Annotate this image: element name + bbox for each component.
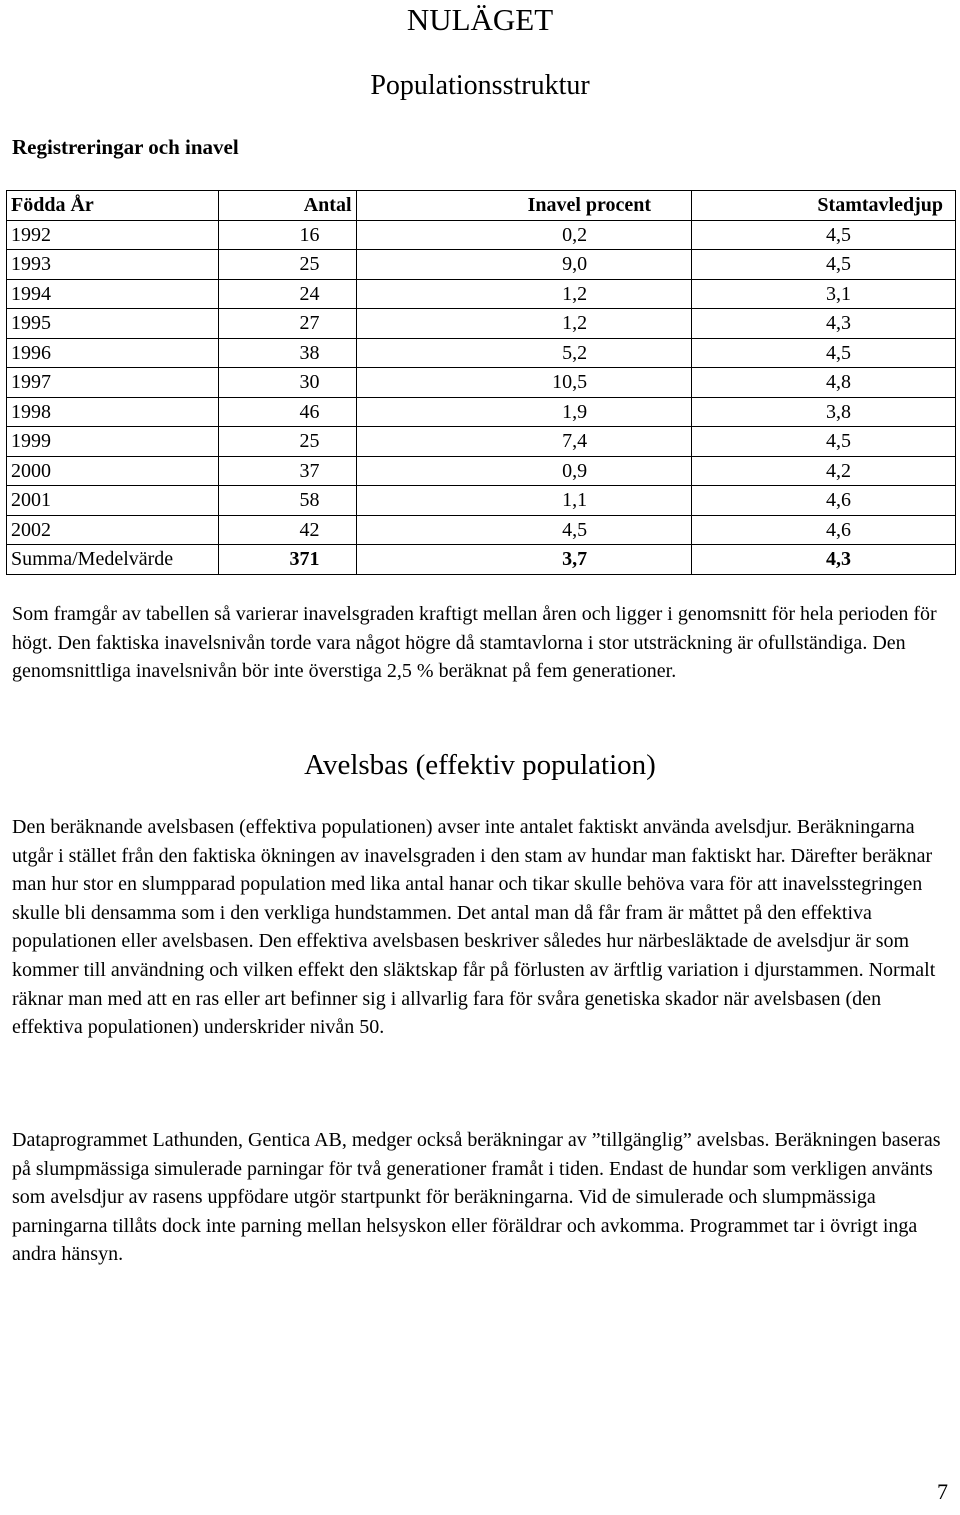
table-row [7,250,956,280]
cell-year: 1998 [7,397,219,427]
table-row [7,456,956,486]
cell-inbreeding: 5,2 [356,338,692,368]
total-cell-inbreeding: 3,7 [356,545,692,575]
cell-count: 16 [218,220,356,250]
cell-year: 2002 [7,515,219,545]
cell-pedigree-depth: 4,6 [692,486,956,516]
cell-pedigree-depth: 4,6 [692,515,956,545]
page-number: 7 [937,1479,948,1504]
cell-count: 30 [218,368,356,398]
cell-inbreeding: 0,9 [356,456,692,486]
table-row [7,515,956,545]
total-cell-count: 371 [218,545,356,575]
table-row [7,309,956,339]
page-subtitle: Populationsstruktur [370,70,590,101]
cell-inbreeding: 1,1 [356,486,692,516]
cell-inbreeding: 10,5 [356,368,692,398]
cell-year: 1992 [7,220,219,250]
registration-table [6,190,956,575]
cell-pedigree-depth: 4,2 [692,456,956,486]
paragraph-effective-population: Den beräknande avelsbasen (effektiva populationen) avser inte antalet faktiskt använda avelsdjur. Beräkningarna utgår i stället från den faktiska ökningen av inavelsgraden i den stam av hundar man faktiskt har. Därefter beräknar man hur stor en slumpparad population med lika antal hanar och tikar skulle behöva vara för att inavelsstegringen skulle bli densamma som i den verkliga hundstammen. Det antal man då får fram är måttet på den effektiva populationen eller avelsbasen. Den effektiva avelsbasen beskriver således hur närbesläktade de avelsdjur är som kommer till användning och vilken effekt den släktskap får på förlusten av ärftlig variation i djurstammen. Normalt räknar man med att en ras eller art befinner sig i allvarlig fara för svåra genetiska skador när avelsbasen (den effektiva populationen) underskrider nivån 50. [12,816,936,1039]
cell-inbreeding: 7,4 [356,427,692,457]
header-inbreeding-percent: Inavel procent [356,191,692,221]
cell-pedigree-depth: 4,5 [692,427,956,457]
cell-pedigree-depth: 4,5 [692,250,956,280]
cell-year: 2001 [7,486,219,516]
section-label: Registreringar och inavel [12,135,239,159]
cell-inbreeding: 1,2 [356,279,692,309]
table-row [7,338,956,368]
paragraph-available-breeding-base: Dataprogrammet Lathunden, Gentica AB, medger också beräkningar av ”tillgänglig” avelsbas. Beräkningen baseras på slumpmässiga simulerade parningar för två generationer framåt i tiden. Endast de hundar som verkligen använts som avelsdjur av rasens uppfödare utgör startpunkt för beräkningarna. Vid de simulerade och slumpmässiga parningarna tillåts dock inte parning mellan helsyskon eller föräldrar och avkomma. Programmet tar i övrigt inga andra hänsyn. [12,1129,941,1266]
cell-pedigree-depth: 4,5 [692,338,956,368]
section-heading-effective-population: Avelsbas (effektiv population) [304,749,656,781]
cell-pedigree-depth: 4,3 [692,309,956,339]
cell-year: 2000 [7,456,219,486]
cell-count: 24 [218,279,356,309]
cell-inbreeding: 0,2 [356,220,692,250]
header-born-year: Födda År [7,191,219,221]
table-row [7,427,956,457]
header-pedigree-depth: Stamtavledjup [692,191,956,221]
cell-inbreeding: 4,5 [356,515,692,545]
cell-year: 1999 [7,427,219,457]
cell-pedigree-depth: 4,5 [692,220,956,250]
table-row [7,279,956,309]
page-title: NULÄGET [406,2,554,37]
cell-count: 25 [218,427,356,457]
cell-year: 1997 [7,368,219,398]
cell-inbreeding: 1,2 [356,309,692,339]
cell-count: 27 [218,309,356,339]
cell-count: 58 [218,486,356,516]
cell-count: 25 [218,250,356,280]
header-count: Antal [218,191,356,221]
table-row [7,486,956,516]
table-row [7,368,956,398]
cell-pedigree-depth: 3,1 [692,279,956,309]
paragraph-inbreeding-summary: Som framgår av tabellen så varierar inavelsgraden kraftigt mellan åren och ligger i genomsnitt för hela perioden för högt. Den faktiska inavelsnivån torde vara något högre då stamtavlorna i stor utsträckning är ofullständiga. Den genomsnittliga inavelsnivån bör inte överstiga 2,5 % beräknat på fem generationer. [12,603,937,683]
table-row [7,220,956,250]
cell-count: 38 [218,338,356,368]
cell-year: 1994 [7,279,219,309]
cell-year: 1993 [7,250,219,280]
table-row [7,397,956,427]
cell-inbreeding: 9,0 [356,250,692,280]
cell-count: 42 [218,515,356,545]
table-header-row [7,191,956,221]
cell-year: 1995 [7,309,219,339]
cell-inbreeding: 1,9 [356,397,692,427]
cell-year: 1996 [7,338,219,368]
cell-pedigree-depth: 4,8 [692,368,956,398]
table-body [7,220,956,574]
cell-count: 37 [218,456,356,486]
total-cell-pedigree-depth: 4,3 [692,545,956,575]
cell-count: 46 [218,397,356,427]
cell-pedigree-depth: 3,8 [692,397,956,427]
total-cell-year: Summa/Medelvärde [7,545,219,575]
table-total-row [7,545,956,575]
